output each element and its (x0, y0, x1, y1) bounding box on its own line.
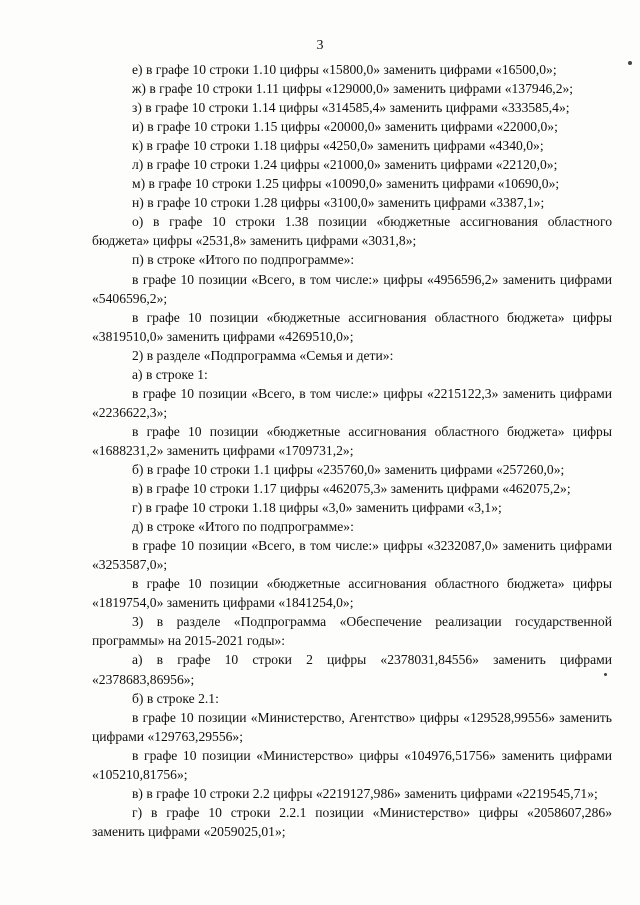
paragraph: в графе 10 позиции «Министерство, Агентство» цифры «129528,99556» заменить цифрами «129763,29556»; (92, 709, 612, 744)
paragraph: ж) в графе 10 строки 1.11 цифры «129000,0» заменить цифрами «137946,2»; (132, 81, 574, 97)
scan-speck (628, 61, 632, 65)
paragraph: л) в графе 10 строки 1.24 цифры «21000,0» заменить цифрами «22120,0»; (132, 157, 558, 173)
document-body (92, 60, 612, 841)
paragraph: м) в графе 10 строки 1.25 цифры «10090,0» заменить цифрами «10690,0»; (132, 176, 560, 192)
paragraph: а) в графе 10 строки 2 цифры «2378031,84556» заменить цифрами «2378683,86956»; (92, 652, 612, 687)
paragraph: п) в строке «Итого по подпрограмме»: (132, 252, 355, 268)
paragraph: г) в графе 10 строки 2.2.1 позиции «Министерство» цифры «2058607,286» заменить цифрами «2059025,01»; (92, 804, 612, 839)
paragraph: к) в графе 10 строки 1.18 цифры «4250,0» заменить цифрами «4340,0»; (132, 138, 544, 154)
paragraph: н) в графе 10 строки 1.28 цифры «3100,0» заменить цифрами «3387,1»; (132, 195, 545, 211)
paragraph: 2) в разделе «Подпрограмма «Семья и дети»: (132, 347, 394, 363)
paragraph: б) в строке 2.1: (132, 690, 219, 706)
scan-speck (604, 673, 607, 676)
paragraph: в) в графе 10 строки 2.2 цифры «2219127,986» заменить цифрами «2219545,71»; (132, 785, 598, 801)
paragraph: в) в графе 10 строки 1.17 цифры «462075,3» заменить цифрами «462075,2»; (132, 481, 571, 497)
paragraph: б) в графе 10 строки 1.1 цифры «235760,0» заменить цифрами «257260,0»; (132, 461, 565, 477)
paragraph: г) в графе 10 строки 1.18 цифры «3,0» заменить цифрами «3,1»; (132, 500, 502, 516)
paragraph: в графе 10 позиции «бюджетные ассигнования областного бюджета» цифры «3819510,0» заменить цифрами «4269510,0»; (92, 309, 612, 344)
paragraph: в графе 10 позиции «Всего, в том числе:» цифры «2215122,3» заменить цифрами «2236622,3»; (92, 385, 612, 420)
paragraph: в графе 10 позиции «Всего, в том числе:» цифры «3232087,0» заменить цифрами «3253587,0»; (92, 538, 612, 573)
paragraph: в графе 10 позиции «Министерство» цифры «104976,51756» заменить цифрами «105210,81756»; (92, 747, 612, 782)
paragraph: а) в строке 1: (132, 366, 208, 382)
paragraph: 3) в разделе «Подпрограмма «Обеспечение реализации государственной программы» на 2015-2021 годы»: (92, 614, 612, 649)
paragraph: д) в строке «Итого по подпрограмме»: (132, 519, 354, 535)
paragraph: в графе 10 позиции «бюджетные ассигнования областного бюджета» цифры «1819754,0» заменить цифрами «1841254,0»; (92, 576, 612, 611)
paragraph: о) в графе 10 строки 1.38 позиции «бюджетные ассигнования областного бюджета» цифры «2531,8» заменить цифрами «3031,8»; (92, 214, 612, 249)
paragraph: в графе 10 позиции «бюджетные ассигнования областного бюджета» цифры «1688231,2» заменить цифрами «1709731,2»; (92, 423, 612, 458)
paragraph: е) в графе 10 строки 1.10 цифры «15800,0» заменить цифрами «16500,0»; (132, 62, 557, 77)
page-number: 3 (316, 38, 324, 53)
paragraph: в графе 10 позиции «Всего, в том числе:» цифры «4956596,2» заменить цифрами «5406596,2»; (92, 271, 612, 306)
paragraph: и) в графе 10 строки 1.15 цифры «20000,0» заменить цифрами «22000,0»; (132, 119, 558, 135)
paragraph: з) в графе 10 строки 1.14 цифры «314585,4» заменить цифрами «333585,4»; (132, 100, 570, 116)
